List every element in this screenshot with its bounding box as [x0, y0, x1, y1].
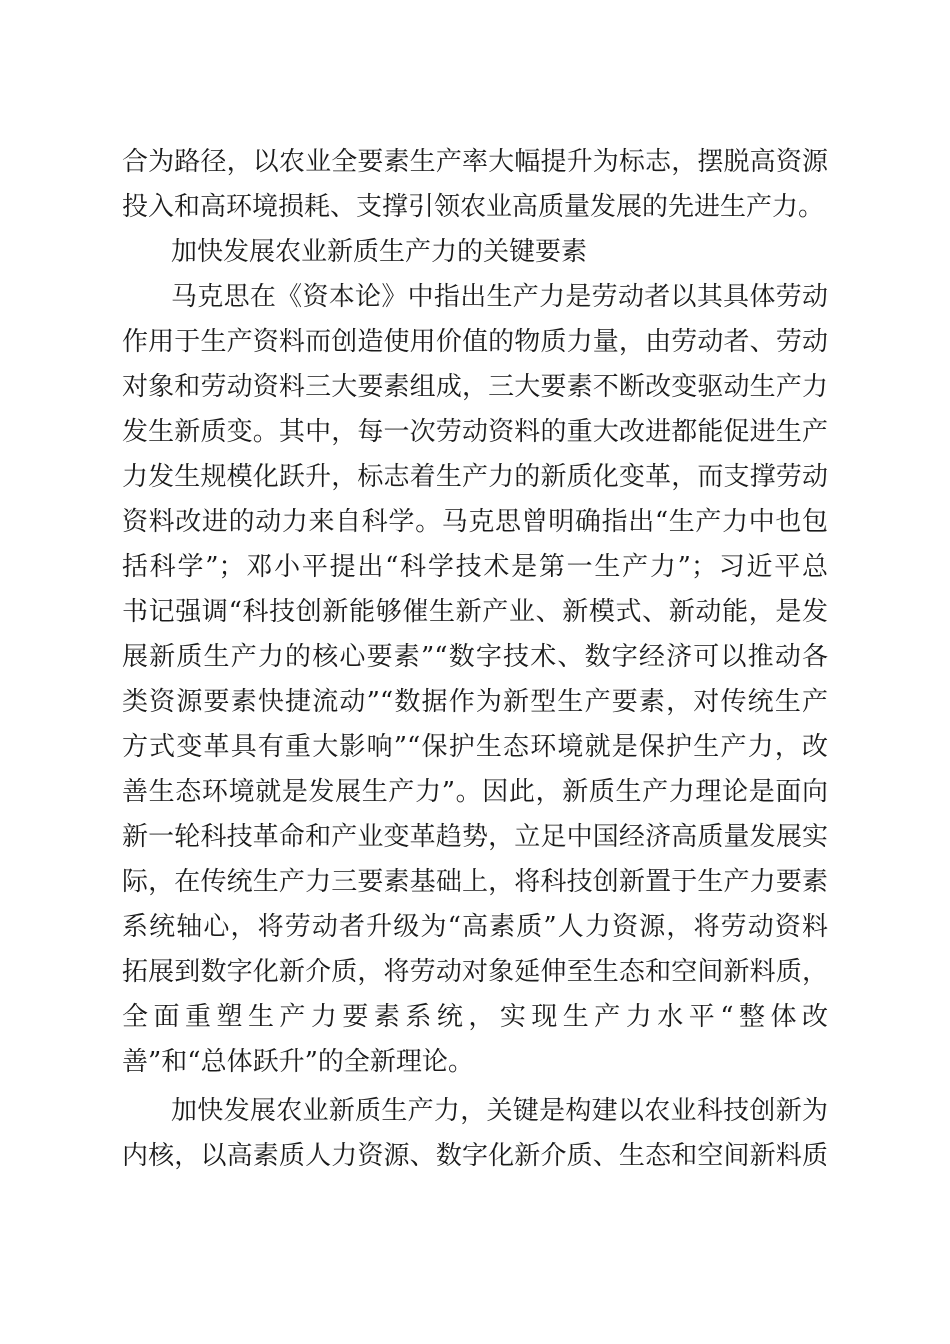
text-line: 际，在传统生产力三要素基础上，将科技创新置于生产力要素	[122, 867, 828, 897]
section-heading: 加快发展农业新质生产力的关键要素	[171, 237, 588, 267]
text-line: 资料改进的动力来自科学。马克思曾明确指出“生产力中也包	[122, 507, 828, 537]
text-line: 方式变革具有重大影响”“保护生态环境就是保护生产力，改	[122, 732, 828, 762]
text-line: 马克思在《资本论》中指出生产力是劳动者以其具体劳动	[171, 282, 828, 312]
text-line: 类资源要素快捷流动”“数据作为新型生产要素，对传统生产	[122, 687, 828, 717]
text-line: 拓展到数字化新介质，将劳动对象延伸至生态和空间新料质，	[122, 957, 828, 987]
text-line: 善”和“总体跃升”的全新理论。	[122, 1047, 474, 1077]
text-line: 加快发展农业新质生产力，关键是构建以农业科技创新为	[171, 1096, 828, 1126]
text-line: 新一轮科技革命和产业变革趋势，立足中国经济高质量发展实	[122, 822, 828, 852]
text-line: 发生新质变。其中，每一次劳动资料的重大改进都能促进生产	[122, 417, 828, 447]
text-line: 善生态环境就是发展生产力”。因此，新质生产力理论是面向	[122, 777, 828, 807]
text-line: 系统轴心，将劳动者升级为“高素质”人力资源，将劳动资料	[122, 912, 828, 942]
text-line: 作用于生产资料而创造使用价值的物质力量，由劳动者、劳动	[122, 327, 828, 357]
text-line: 力发生规模化跃升，标志着生产力的新质化变革，而支撑劳动	[122, 462, 828, 492]
text-line: 合为路径，以农业全要素生产率大幅提升为标志，摆脱高资源	[122, 147, 828, 177]
text-line: 对象和劳动资料三大要素组成，三大要素不断改变驱动生产力	[122, 372, 828, 402]
text-line: 内核，以高素质人力资源、数字化新介质、生态和空间新料质	[122, 1141, 828, 1171]
text-line: 投入和高环境损耗、支撑引领农业高质量发展的先进生产力。	[122, 192, 825, 222]
text-line: 括科学”；邓小平提出“科学技术是第一生产力”；习近平总	[122, 552, 828, 582]
text-line: 全面重塑生产力要素系统，实现生产力水平“整体改	[122, 1002, 828, 1032]
text-line: 书记强调“科技创新能够催生新产业、新模式、新动能，是发	[122, 597, 828, 627]
text-line: 展新质生产力的核心要素”“数字技术、数字经济可以推动各	[122, 642, 828, 672]
